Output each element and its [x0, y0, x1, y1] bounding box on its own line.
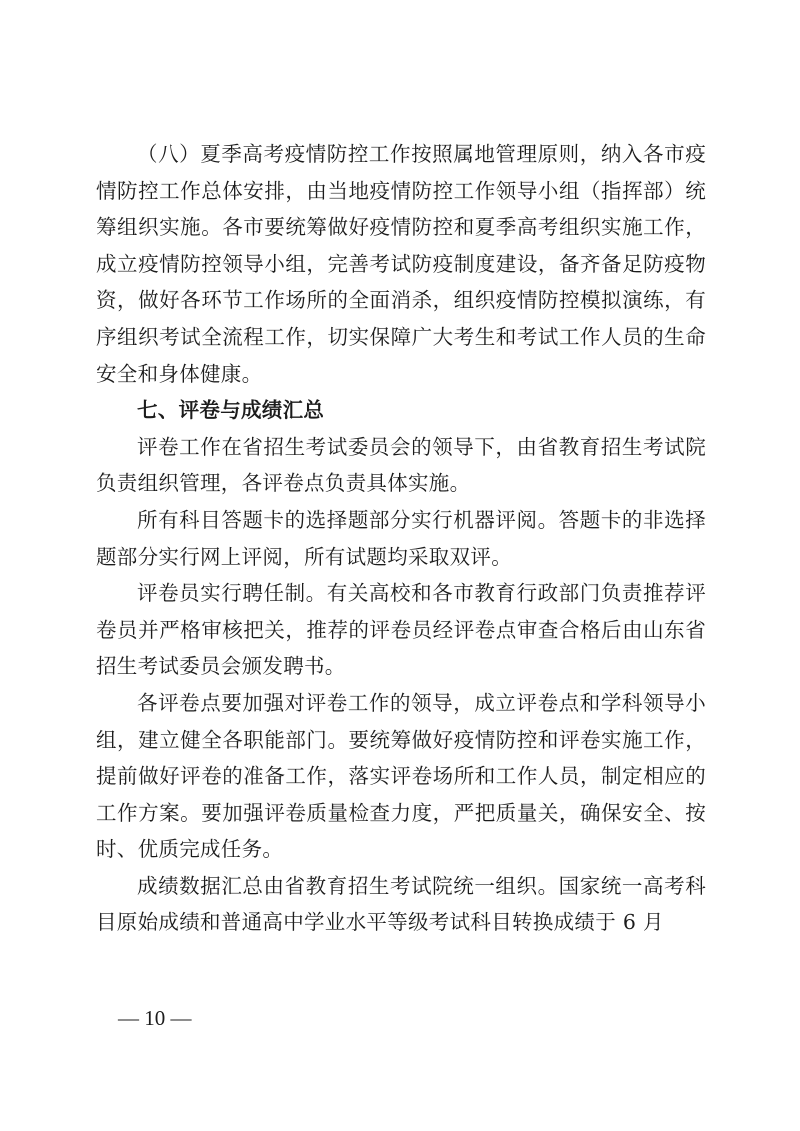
- paragraph-grader-appointment: 评卷员实行聘任制。有关高校和各市教育行政部门负责推荐评卷员并严格审核把关，推荐的评卷员经评卷点审查合格后由山东省招生考试委员会颁发聘书。: [96, 581, 706, 679]
- section-heading-grading: 七、评卷与成绩汇总: [137, 398, 325, 423]
- paragraph-grading-centers: 各评卷点要加强对评卷工作的领导，成立评卷点和学科领导小组，建立健全各职能部门。要统筹做好疫情防控和评卷实施工作，提前做好评卷的准备工作，落实评卷场所和工作人员，制定相应的工作方案。要加强评卷质量检查力度，严把质量关，确保安全、按时、优质完成任务。: [96, 690, 706, 862]
- paragraph-score-summary: 成绩数据汇总由省教育招生考试院统一组织。国家统一高考科目原始成绩和普通高中学业水平等级考试科目转换成绩于 6 月: [96, 873, 706, 935]
- paragraph-answer-sheet-review: 所有科目答题卡的选择题部分实行机器评阅。答题卡的非选择题部分实行网上评阅，所有试题均采取双评。: [96, 507, 706, 569]
- paragraph-epidemic-prevention: （八）夏季高考疫情防控工作按照属地管理原则，纳入各市疫情防控工作总体安排，由当地疫情防控工作领导小组（指挥部）统筹组织实施。各市要统筹做好疫情防控和夏季高考组织实施工作，成立疫情防控领导小组，完善考试防疫制度建设，备齐备足防疫物资，做好各环节工作场所的全面消杀，组织疫情防控模拟演练，有序组织考试全流程工作，切实保障广大考生和考试工作人员的生命安全和身体健康。: [96, 142, 706, 386]
- paragraph-grading-organization: 评卷工作在省招生考试委员会的领导下，由省教育招生考试院负责组织管理，各评卷点负责具体实施。: [96, 434, 706, 496]
- page-number: — 10 —: [118, 1006, 192, 1030]
- document-body: [96, 136, 706, 941]
